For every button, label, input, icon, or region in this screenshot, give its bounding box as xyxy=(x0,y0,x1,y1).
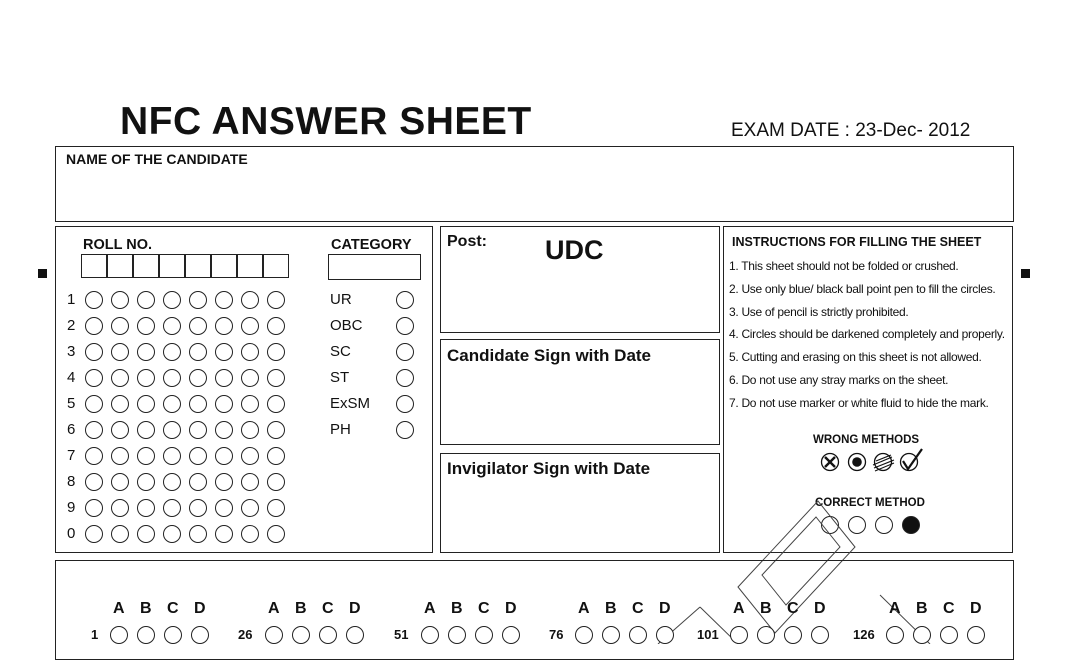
answer-bubble[interactable] xyxy=(319,626,337,644)
instruction-item: 1. This sheet should not be folded or crushed. xyxy=(729,259,959,273)
answer-option-letter: B xyxy=(451,600,463,617)
roll-bubble[interactable] xyxy=(241,473,259,491)
roll-write-cell[interactable] xyxy=(185,254,211,278)
question-number: 76 xyxy=(549,627,564,642)
instruction-item: 5. Cutting and erasing on this sheet is not allowed. xyxy=(729,350,982,365)
answer-option-letter: D xyxy=(814,600,826,617)
answer-option-letter: D xyxy=(505,600,517,617)
answer-bubble[interactable] xyxy=(421,626,439,644)
roll-bubble[interactable] xyxy=(111,395,129,413)
candidate-sign-box[interactable] xyxy=(440,339,720,445)
roll-bubble[interactable] xyxy=(267,343,285,361)
answer-bubble[interactable] xyxy=(967,626,985,644)
roll-bubble[interactable] xyxy=(241,421,259,439)
roll-bubble[interactable] xyxy=(267,525,285,543)
roll-bubble[interactable] xyxy=(189,447,207,465)
answer-bubble[interactable] xyxy=(137,626,155,644)
candidate-name-label: NAME OF THE CANDIDATE xyxy=(66,151,248,167)
roll-bubble[interactable] xyxy=(241,499,259,517)
category-option-label: PH xyxy=(330,421,351,438)
category-option-label: ST xyxy=(330,369,350,386)
instruction-item: 3. Use of pencil is strictly prohibited. xyxy=(729,304,909,319)
answer-option-letter: C xyxy=(943,600,955,617)
roll-bubble[interactable] xyxy=(241,369,259,387)
invigilator-sign-label: Invigilator Sign with Date xyxy=(447,459,651,478)
roll-bubble[interactable] xyxy=(163,499,181,517)
roll-bubble[interactable] xyxy=(241,447,259,465)
roll-bubble[interactable] xyxy=(163,447,181,465)
roll-bubble[interactable] xyxy=(241,343,259,361)
roll-bubble[interactable] xyxy=(137,421,155,439)
question-number: 1 xyxy=(91,627,99,642)
answer-bubble[interactable] xyxy=(757,626,775,644)
sheet-title: NFC ANSWER SHEET xyxy=(120,100,532,143)
answer-option-letter: D xyxy=(659,600,671,617)
roll-bubble[interactable] xyxy=(85,291,103,309)
instruction-item: 2. Use only blue/ black ball point pen to fill the circles. xyxy=(729,281,996,296)
category-option-label: SC xyxy=(330,343,351,360)
roll-bubble[interactable] xyxy=(111,447,129,465)
roll-bubble[interactable] xyxy=(163,473,181,491)
roll-bubble[interactable] xyxy=(163,369,181,387)
question-number: 51 xyxy=(394,627,409,642)
roll-bubble[interactable] xyxy=(189,343,207,361)
roll-bubble[interactable] xyxy=(137,317,155,335)
tick-mark-bubble-icon xyxy=(901,449,923,471)
answer-bubble[interactable] xyxy=(730,626,748,644)
answer-option-letter: D xyxy=(194,600,206,617)
roll-digit-label: 6 xyxy=(67,421,76,438)
roll-digit-label: 1 xyxy=(67,291,76,308)
roll-bubble[interactable] xyxy=(215,291,233,309)
category-option-label: OBC xyxy=(330,317,363,334)
roll-bubble[interactable] xyxy=(111,499,129,517)
correct-method-label: CORRECT METHOD xyxy=(815,497,925,509)
roll-bubble[interactable] xyxy=(215,317,233,335)
roll-bubble[interactable] xyxy=(111,525,129,543)
roll-digit-label: 9 xyxy=(67,499,76,516)
roll-write-cell[interactable] xyxy=(81,254,107,278)
roll-bubble[interactable] xyxy=(241,291,259,309)
roll-bubble[interactable] xyxy=(111,369,129,387)
exam-date: EXAM DATE : 23-Dec- 2012 xyxy=(731,120,971,141)
category-option-label: ExSM xyxy=(330,395,371,412)
roll-bubble[interactable] xyxy=(85,525,103,543)
roll-bubble[interactable] xyxy=(85,473,103,491)
roll-bubble[interactable] xyxy=(267,395,285,413)
roll-bubble[interactable] xyxy=(215,421,233,439)
roll-bubble[interactable] xyxy=(85,369,103,387)
answer-bubble[interactable] xyxy=(629,626,647,644)
answer-option-letter: A xyxy=(268,600,280,617)
answer-option-letter: A xyxy=(578,600,590,617)
roll-bubble[interactable] xyxy=(85,447,103,465)
answer-option-letter: C xyxy=(478,600,490,617)
roll-bubble[interactable] xyxy=(85,421,103,439)
roll-digit-label: 8 xyxy=(67,473,76,490)
roll-bubble[interactable] xyxy=(111,343,129,361)
answer-option-letter: B xyxy=(760,600,772,617)
category-bubble[interactable] xyxy=(396,343,414,361)
answer-option-letter: C xyxy=(632,600,644,617)
roll-write-cell[interactable] xyxy=(133,254,159,278)
post-box xyxy=(440,226,720,333)
answer-bubble[interactable] xyxy=(346,626,364,644)
roll-bubble[interactable] xyxy=(189,525,207,543)
answer-bubble[interactable] xyxy=(191,626,209,644)
scribble-mark-bubble-icon xyxy=(873,454,894,472)
category-bubble[interactable] xyxy=(396,291,414,309)
roll-bubble[interactable] xyxy=(163,525,181,543)
roll-bubble[interactable] xyxy=(189,473,207,491)
roll-bubble[interactable] xyxy=(111,317,129,335)
answer-bubble[interactable] xyxy=(164,626,182,644)
roll-write-cell[interactable] xyxy=(211,254,237,278)
answer-bubble[interactable] xyxy=(292,626,310,644)
answer-option-letter: A xyxy=(733,600,745,617)
roll-bubble[interactable] xyxy=(163,395,181,413)
roll-bubble[interactable] xyxy=(137,447,155,465)
registration-mark-right xyxy=(1021,269,1030,278)
roll-bubble[interactable] xyxy=(111,291,129,309)
answer-option-letter: C xyxy=(787,600,799,617)
roll-bubble[interactable] xyxy=(189,317,207,335)
wrong-methods-examples xyxy=(818,448,930,478)
question-number: 26 xyxy=(238,627,253,642)
roll-bubble[interactable] xyxy=(215,525,233,543)
roll-bubble[interactable] xyxy=(215,499,233,517)
answer-option-letter: A xyxy=(889,600,901,617)
roll-bubble[interactable] xyxy=(267,369,285,387)
roll-bubble[interactable] xyxy=(163,317,181,335)
answer-option-letter: A xyxy=(424,600,436,617)
roll-no-label: ROLL NO. xyxy=(83,237,153,253)
roll-digit-label: 3 xyxy=(67,343,76,360)
answer-bubble[interactable] xyxy=(656,626,674,644)
answer-bubble[interactable] xyxy=(602,626,620,644)
instruction-item: 6. Do not use any stray marks on the sheet. xyxy=(729,373,949,387)
answer-bubble[interactable] xyxy=(940,626,958,644)
roll-bubble[interactable] xyxy=(215,395,233,413)
roll-bubble[interactable] xyxy=(215,447,233,465)
post-label: Post: xyxy=(447,233,487,250)
roll-bubble[interactable] xyxy=(111,473,129,491)
roll-write-cell[interactable] xyxy=(263,254,289,278)
roll-bubble[interactable] xyxy=(215,473,233,491)
roll-bubble[interactable] xyxy=(215,369,233,387)
roll-bubble[interactable] xyxy=(137,525,155,543)
roll-digit-label: 0 xyxy=(67,525,76,542)
roll-bubble[interactable] xyxy=(85,317,103,335)
roll-digit-label: 4 xyxy=(67,369,76,386)
roll-bubble[interactable] xyxy=(111,421,129,439)
roll-bubble[interactable] xyxy=(267,447,285,465)
roll-bubble[interactable] xyxy=(267,421,285,439)
roll-write-cell[interactable] xyxy=(107,254,133,278)
question-number: 101 xyxy=(697,627,719,642)
roll-write-cell[interactable] xyxy=(159,254,185,278)
answer-bubble[interactable] xyxy=(811,626,829,644)
candidate-name-box[interactable] xyxy=(55,146,1014,222)
answer-bubble[interactable] xyxy=(502,626,520,644)
roll-bubble[interactable] xyxy=(241,525,259,543)
registration-mark-left xyxy=(38,269,47,278)
answer-bubble[interactable] xyxy=(265,626,283,644)
roll-write-cell[interactable] xyxy=(237,254,263,278)
category-write-cell[interactable] xyxy=(328,254,421,280)
answer-bubble[interactable] xyxy=(575,626,593,644)
answer-bubble[interactable] xyxy=(913,626,931,644)
instruction-item: 7. Do not use marker or white fluid to hide the mark. xyxy=(729,395,989,410)
answer-option-letter: C xyxy=(167,600,179,617)
instructions-title: INSTRUCTIONS FOR FILLING THE SHEET xyxy=(732,235,982,249)
post-value: UDC xyxy=(545,235,604,265)
roll-bubble[interactable] xyxy=(189,421,207,439)
roll-bubble[interactable] xyxy=(163,421,181,439)
roll-bubble[interactable] xyxy=(137,343,155,361)
answer-option-letter: B xyxy=(605,600,617,617)
category-bubble[interactable] xyxy=(396,395,414,413)
roll-bubble[interactable] xyxy=(189,369,207,387)
roll-bubble[interactable] xyxy=(137,291,155,309)
answer-option-letter: C xyxy=(322,600,334,617)
answer-bubble[interactable] xyxy=(886,626,904,644)
roll-bubble[interactable] xyxy=(137,473,155,491)
roll-bubble[interactable] xyxy=(163,343,181,361)
roll-bubble[interactable] xyxy=(241,317,259,335)
roll-bubble[interactable] xyxy=(189,395,207,413)
candidate-sign-label: Candidate Sign with Date xyxy=(447,346,652,365)
roll-bubble[interactable] xyxy=(137,395,155,413)
instruction-item: 4. Circles should be darkened completely and properly. xyxy=(729,327,1005,342)
answer-bubble[interactable] xyxy=(784,626,802,644)
category-option-label: UR xyxy=(330,291,352,308)
roll-digit-label: 2 xyxy=(67,317,76,334)
category-bubble[interactable] xyxy=(396,369,414,387)
category-label: CATEGORY xyxy=(331,237,412,253)
roll-bubble[interactable] xyxy=(267,499,285,517)
dot-mark-bubble-icon xyxy=(849,454,866,471)
roll-bubble[interactable] xyxy=(85,395,103,413)
category-bubble[interactable] xyxy=(396,421,414,439)
answer-bubble[interactable] xyxy=(448,626,466,644)
answer-option-letter: D xyxy=(970,600,982,617)
roll-bubble[interactable] xyxy=(267,291,285,309)
answer-option-letter: A xyxy=(113,600,125,617)
answer-option-letter: D xyxy=(349,600,361,617)
roll-digit-label: 5 xyxy=(67,395,76,412)
roll-bubble[interactable] xyxy=(137,369,155,387)
answer-option-letter: B xyxy=(140,600,152,617)
roll-bubble[interactable] xyxy=(267,317,285,335)
roll-bubble[interactable] xyxy=(267,473,285,491)
category-bubble[interactable] xyxy=(396,317,414,335)
roll-bubble[interactable] xyxy=(241,395,259,413)
roll-bubble[interactable] xyxy=(215,343,233,361)
roll-bubble[interactable] xyxy=(189,291,207,309)
roll-bubble[interactable] xyxy=(85,343,103,361)
roll-digit-label: 7 xyxy=(67,447,76,464)
answer-bubble[interactable] xyxy=(475,626,493,644)
answer-option-letter: B xyxy=(916,600,928,617)
answer-bubble[interactable] xyxy=(110,626,128,644)
cross-mark-bubble-icon xyxy=(822,454,839,471)
roll-bubble[interactable] xyxy=(163,291,181,309)
question-number: 126 xyxy=(853,627,875,642)
roll-bubble[interactable] xyxy=(85,499,103,517)
wrong-methods-label: WRONG METHODS xyxy=(813,434,920,446)
answer-option-letter: B xyxy=(295,600,307,617)
roll-bubble[interactable] xyxy=(137,499,155,517)
roll-bubble[interactable] xyxy=(189,499,207,517)
